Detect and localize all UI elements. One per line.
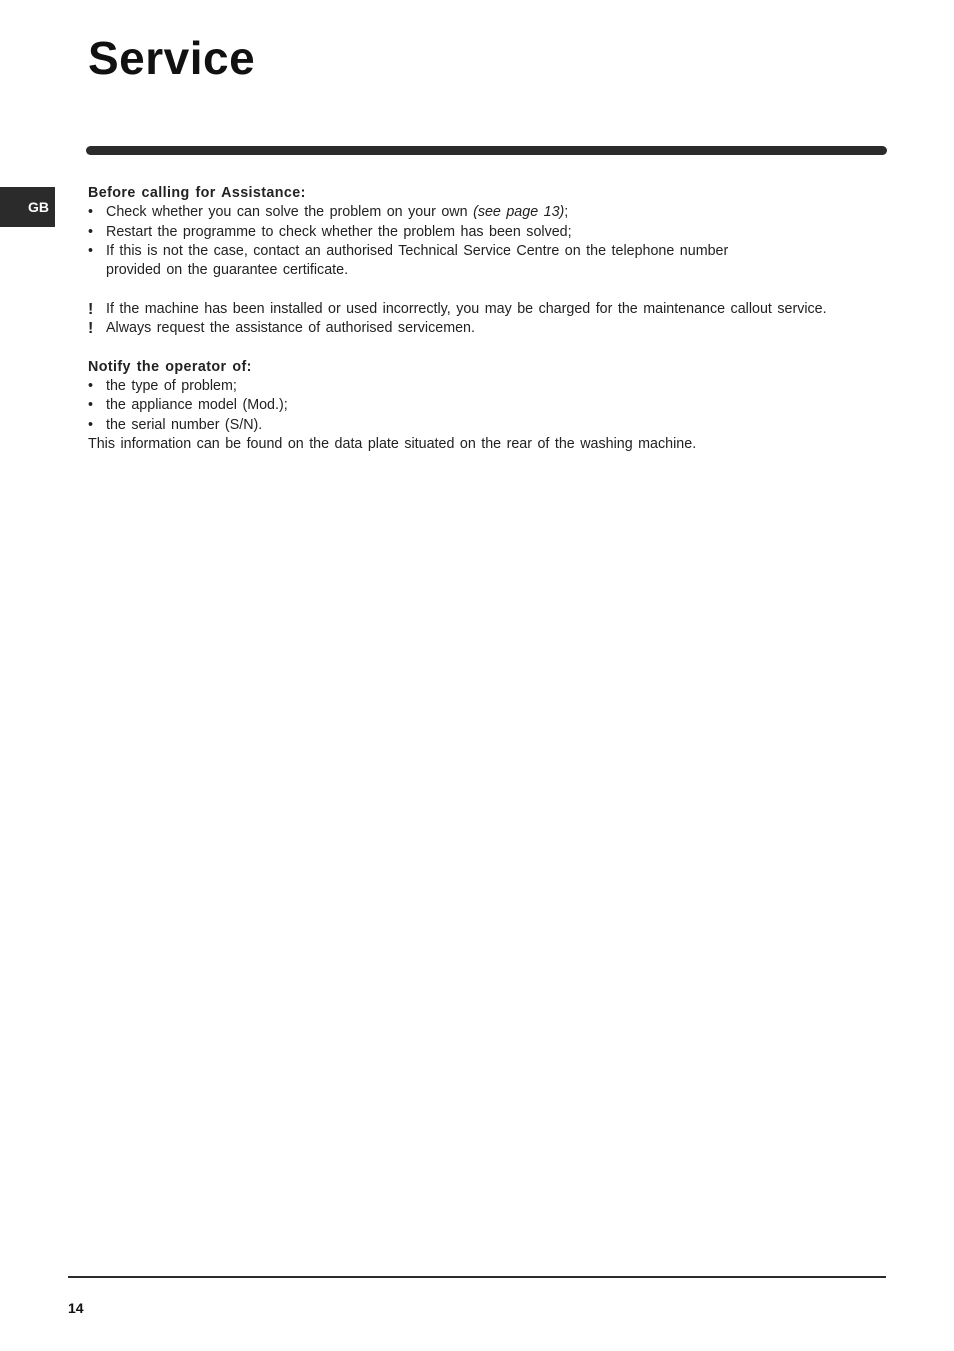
before-calling-list [88,203,888,280]
list-item-text: the serial number (S/N). [106,416,263,433]
list-item-text: Restart the programme to check whether the problem has been solved; [106,223,572,240]
list-item [88,396,888,415]
warning-text: If the machine has been installed or used incorrectly, you may be charged for the maintenance callout service. [106,300,827,317]
language-tab: GB [0,187,55,227]
list-item [88,416,888,435]
list-item [88,242,888,281]
list-item-text: Check whether you can solve the problem on your own [106,204,474,221]
bullet-icon: • [88,223,94,240]
list-item [88,223,888,242]
before-calling-heading: Before calling for Assistance: [88,185,306,201]
page-number: 14 [68,1300,84,1316]
warning-note [88,319,888,338]
list-item-text: the type of problem; [106,377,237,394]
exclamation-icon: ! [88,300,94,318]
bullet-icon: • [88,377,94,394]
notify-heading: Notify the operator of: [88,358,252,375]
service-content [88,184,888,454]
notify-list [88,377,888,435]
exclamation-icon: ! [88,320,94,338]
title-divider [86,146,887,155]
data-plate-note: This information can be found on the data plate situated on the rear of the washing machine. [88,435,697,452]
warning-note [88,300,888,319]
bullet-icon: • [88,397,94,414]
footer-divider [68,1276,886,1278]
bullet-icon: • [88,242,94,259]
bullet-icon: • [88,204,94,221]
page-reference: (see page 13) [473,204,565,221]
list-item-text: the appliance model (Mod.); [106,397,288,414]
warning-text: Always request the assistance of authorised servicemen. [106,320,475,337]
list-item-text-continued: provided on the guarantee certificate. [106,262,349,279]
list-item [88,377,888,396]
list-item [88,203,888,222]
list-item-text: If this is not the case, contact an authorised Technical Service Centre on the telephone number [106,242,729,259]
list-item-suffix: ; [564,204,569,221]
bullet-icon: • [88,416,94,433]
page-title: Service [88,32,256,84]
